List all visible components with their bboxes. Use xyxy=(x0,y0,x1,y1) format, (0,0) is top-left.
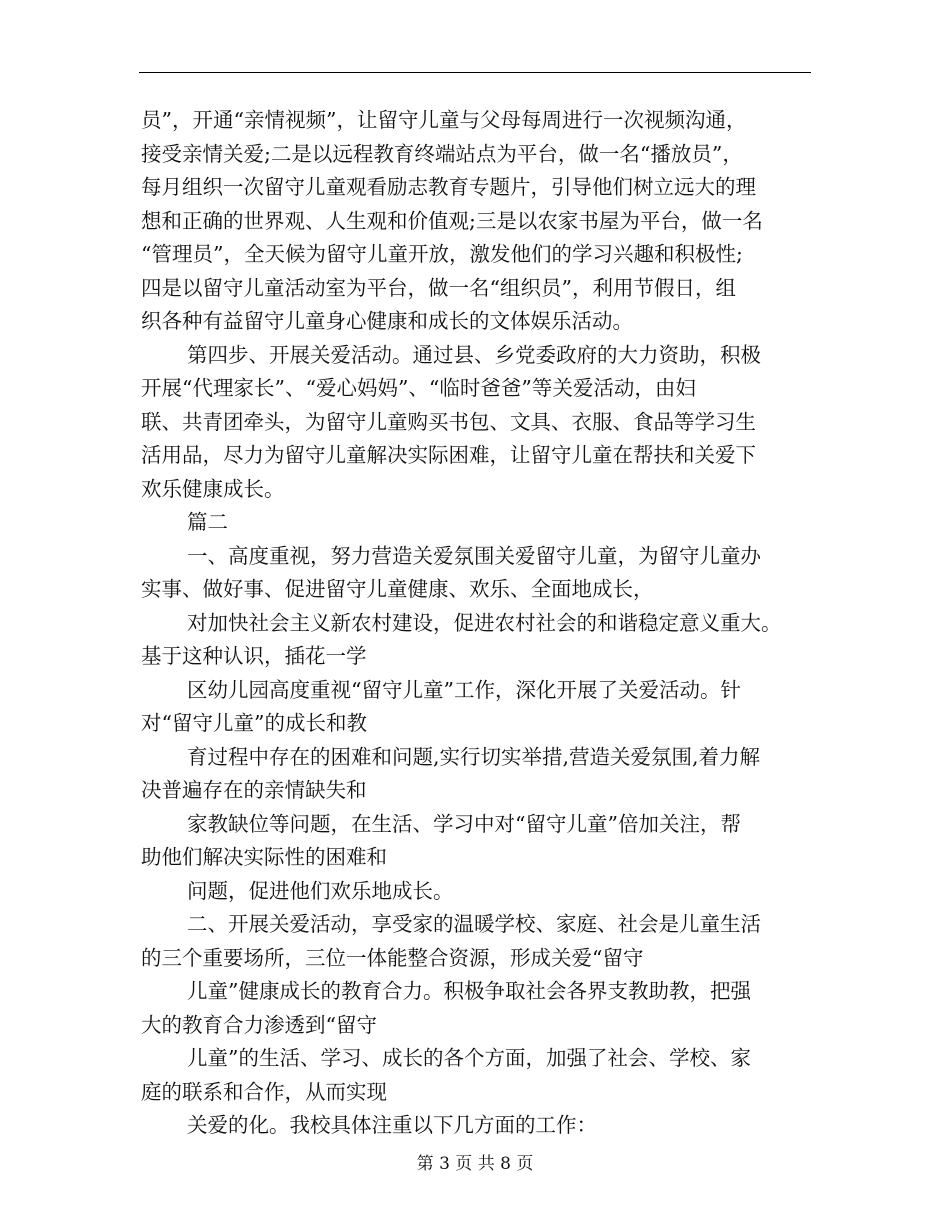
text-line: 对“留守儿童”的成长和教 xyxy=(141,711,367,735)
text-line: 基于这种认识，插花一学 xyxy=(141,644,367,668)
text-line: 联、共青团牵头，为留守儿童购买书包、文具、衣服、食品等学习生 xyxy=(141,409,756,434)
text-line: 问题，促进他们欢乐地成长。 xyxy=(187,878,454,903)
text-line: 员”，开通“亲情视频”，让留守儿童与父母每周进行一次视频沟通， xyxy=(141,108,747,132)
text-line: 第四步、开展关爱活动。通过县、乡党委政府的大力资助，积极 xyxy=(187,342,761,367)
text-line: 对加快社会主义新农村建设，促进农村社会的和谐稳定意义重大。 xyxy=(187,610,782,635)
text-line: 儿童”的生活、学习、成长的各个方面，加强了社会、学校、家 xyxy=(187,1046,751,1070)
text-line: 决普遍存在的亲情缺失和 xyxy=(141,778,367,802)
text-line: 接受亲情关爱;二是以远程教育终端站点为平台，做一名“播放员”， xyxy=(141,141,743,166)
text-line: 欢乐健康成长。 xyxy=(141,476,285,501)
text-line: 每月组织一次留守儿童观看励志教育专题片，引导他们树立远大的理 xyxy=(141,175,756,199)
text-line: 的三个重要场所，三位一体能整合资源，形成关爱“留守 xyxy=(141,945,644,970)
text-line: 篇二 xyxy=(187,510,228,534)
text-line: 儿童”健康成长的教育合力。积极争取社会各界支教助教，把强 xyxy=(187,979,751,1003)
text-line: 开展“代理家长”、“爱心妈妈”、“临时爸爸”等关爱活动，由妇 xyxy=(141,376,696,400)
text-line: 想和正确的世界观、人生观和价值观;三是以农家书屋为平台，做一名 xyxy=(141,208,763,233)
text-line: 织各种有益留守儿童身心健康和成长的文体娱乐活动。 xyxy=(141,309,633,333)
text-line: 助他们解决实际性的困难和 xyxy=(141,845,387,869)
text-line: 实事、做好事、促进留守儿童健康、欢乐、全面地成长， xyxy=(141,577,654,601)
text-line: 家教缺位等问题，在生活、学习中对“留守儿童”倍加关注，帮 xyxy=(187,811,741,836)
header-rule xyxy=(139,72,811,73)
text-line: 庭的联系和合作，从而实现 xyxy=(141,1079,387,1104)
body-text xyxy=(141,104,813,1143)
text-line: 四是以留守儿童活动室为平台，做一名“组织员”，利用节假日，组 xyxy=(141,275,736,300)
text-line: 二、开展关爱活动，享受家的温暖学校、家庭、社会是儿童生活 xyxy=(187,912,761,936)
text-line: 活用品，尽力为留守儿童解决实际困难，让留守儿童在帮扶和关爱下 xyxy=(141,443,756,467)
text-line: 育过程中存在的困难和问题,实行切实举措,营造关爱氛围,着力解 xyxy=(187,744,761,769)
text-line: 区幼儿园高度重视“留守儿童”工作，深化开展了关爱活动。针 xyxy=(187,677,741,702)
text-line: “管理员”，全天候为留守儿童开放，激发他们的学习兴趣和积极性; xyxy=(141,242,743,266)
text-line: 关爱的化。我校具体注重以下几方面的工作： xyxy=(187,1113,597,1137)
text-line: 大的教育合力渗透到“留守 xyxy=(141,1012,377,1037)
page-footer: 第 3 页 共 8 页 xyxy=(416,1154,534,1174)
text-line: 一、高度重视，努力营造关爱氛围关爱留守儿童，为留守儿童办 xyxy=(187,543,761,568)
